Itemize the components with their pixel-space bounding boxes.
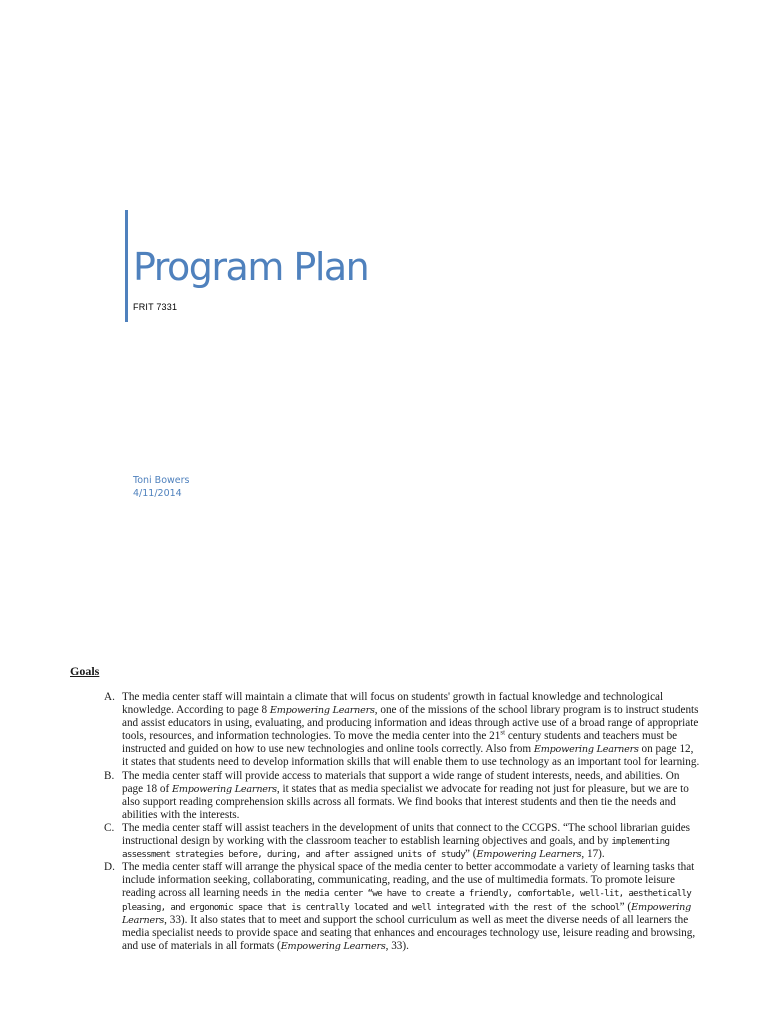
course-code: FRIT 7331 — [133, 302, 178, 312]
book-title: Empowering Learners — [533, 744, 639, 756]
quoted-text: implementing assessment strategies before, during, and after assigned units of study — [122, 836, 670, 861]
book-title: Empowering Learners — [280, 940, 386, 952]
list-marker: B. — [104, 769, 115, 782]
book-title: Empowering Learners — [122, 901, 692, 926]
goal-text: , 33). It also states that to meet and support the school curriculum as well as meet the diverse needs of all learners the media specialist needs to provide space and seating that enhances and encourages technology use, leisure reading and browsing, and use of materials in all formats ( — [122, 913, 696, 952]
list-marker: C. — [104, 821, 115, 834]
goal-item-c — [101, 822, 701, 861]
goal-text: The media center staff will arrange the physical space of the media center to better accommodate a variety of learning tasks that include information seeking, collaborating, communicating, reading, and the use of multimedia formats. To promote leisure reading across all learning needs — [122, 861, 695, 900]
goal-text: ” ( — [465, 848, 477, 861]
goal-text: , it states that as media specialist we advocate for reading not just for pleasure, but we are to also support reading comprehension skills across all formats. We find books that interest students and then tie the needs and abilities with the interests. — [122, 782, 689, 821]
goal-item-b — [101, 770, 701, 822]
goal-text: , 33). — [385, 939, 409, 952]
ordinal-suffix: st — [500, 728, 506, 737]
goal-text: The media center staff will assist teachers in the development of units that connect to the CCGPS. “The school librarian guides instructional design by working with the classroom teacher to establish learning objectives and goals, and by — [122, 821, 691, 848]
book-title: Empowering Learners — [172, 783, 277, 795]
goal-text: , one of the missions of the school library program is to instruct students and assist educators in using, evaluating, and producing information and ideas through active use of a broad range of appropriate tools, resources, and information technologies. To move the media center into the 21 — [122, 704, 699, 743]
goal-text: on page 12, it states that students need to develop information skills that will enable them to use technology as an important tool for learning. — [122, 743, 700, 769]
goal-text: century students and teachers must be instructed and guided on how to use new technologies and online tools correctly. Also from — [122, 730, 678, 756]
author-name: Toni Bowers — [133, 475, 190, 486]
quoted-text: in the media center “we have to create a friendly, comfortable, well-lit, aesthetically pleasing, and ergonomic space that is centrally located and well integrated with the rest of the school — [122, 888, 692, 913]
book-title: Empowering Learners — [269, 705, 375, 717]
list-marker: A. — [104, 691, 115, 703]
goal-item-d — [101, 861, 701, 953]
goals-heading: Goals — [70, 664, 100, 678]
goal-item-a — [101, 691, 701, 770]
list-marker: D. — [104, 861, 115, 874]
goal-text: ” ( — [619, 900, 632, 913]
goal-text: , 17). — [581, 848, 605, 861]
goal-text: The media center staff will provide access to materials that support a wide range of student interests, needs, and abilities. On page 18 of — [122, 769, 680, 795]
goal-text: The media center staff will maintain a climate that will focus on students' growth in factual knowledge and technological knowledge. According to page 8 — [122, 691, 664, 717]
document-title: Program Plan — [133, 245, 369, 289]
goals-list — [101, 691, 701, 953]
book-title: Empowering Learners — [476, 849, 582, 861]
title-accent-bar — [125, 210, 128, 322]
document-date: 4/11/2014 — [133, 488, 182, 499]
author-block — [133, 474, 189, 500]
